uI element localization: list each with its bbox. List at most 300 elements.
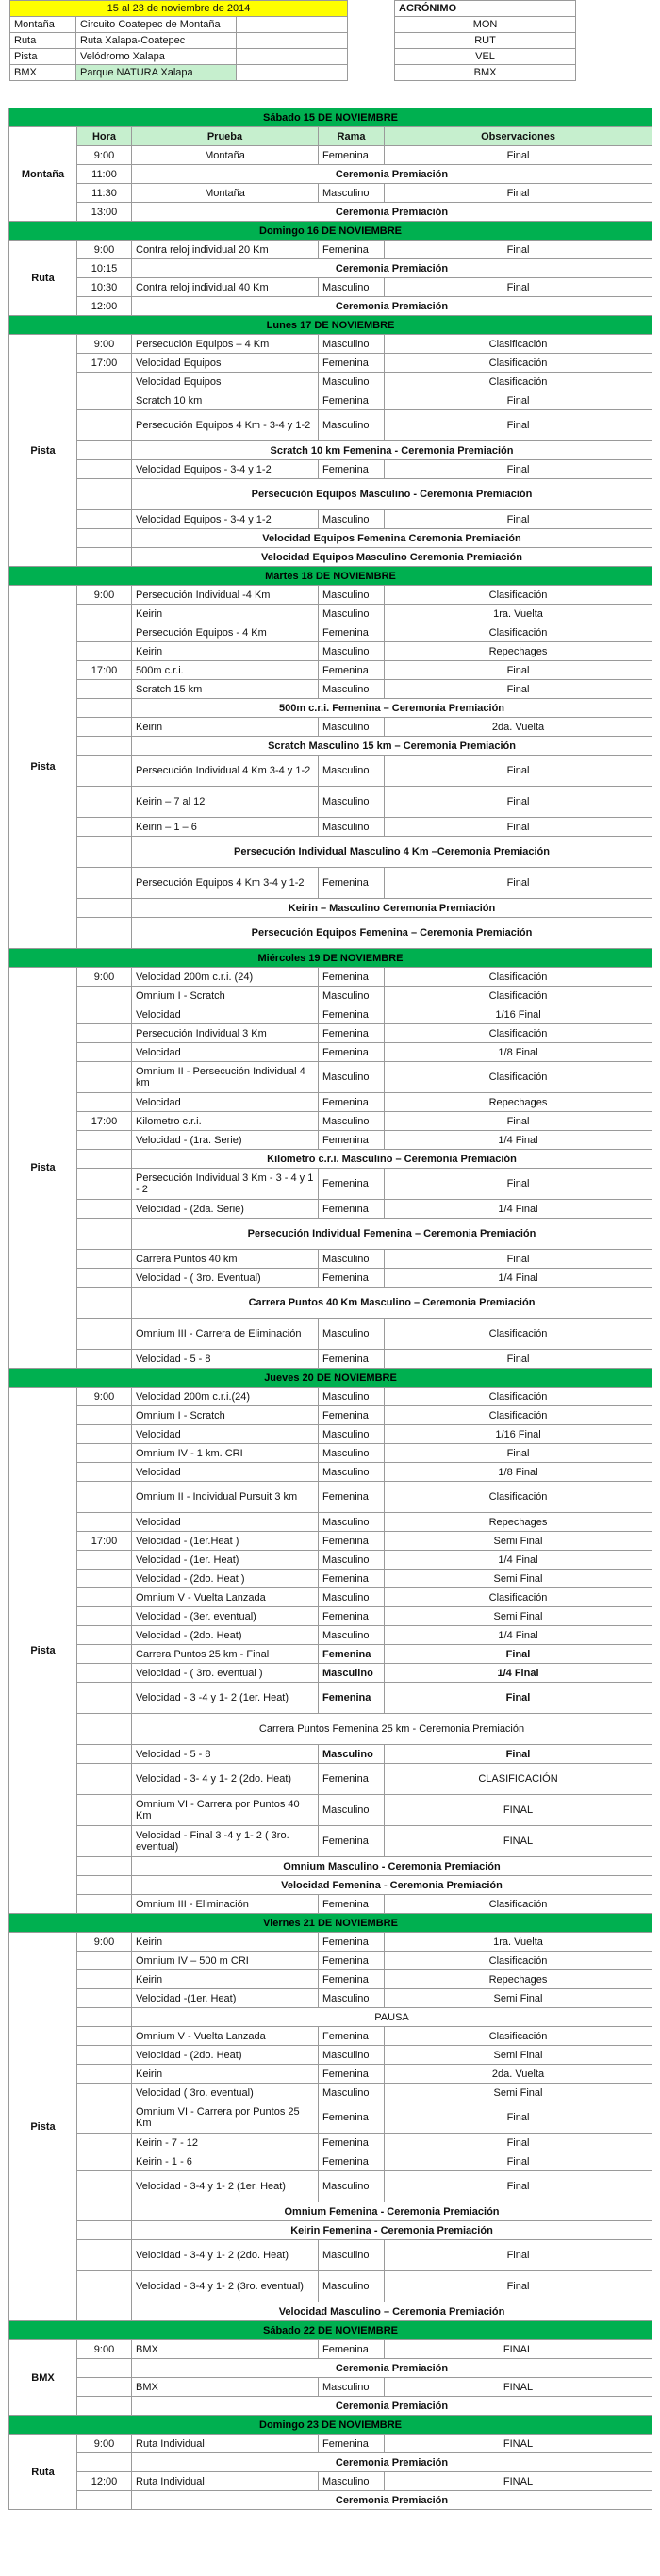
category-cell: Masculino (319, 605, 385, 623)
event-name: Carrera Puntos 25 km - Final (132, 1645, 319, 1664)
category-cell: Masculino (319, 1588, 385, 1607)
day-header-row (9, 222, 652, 241)
day-header-row (9, 1914, 652, 1933)
event-row (9, 1989, 652, 2008)
observation-cell: FINAL (385, 2340, 652, 2359)
observation-cell: FINAL (385, 1826, 652, 1857)
ceremony-cell: Persecución Equipos Femenina – Ceremonia Premiación (132, 918, 652, 949)
observation-cell: Clasificación (385, 623, 652, 642)
time-cell (77, 1989, 132, 2008)
time-cell (77, 1062, 132, 1093)
event-name: Omnium IV - 1 km. CRI (132, 1444, 319, 1463)
event-name: Velocidad Equipos (132, 373, 319, 391)
event-name: Velocidad - (1ra. Serie) (132, 1131, 319, 1150)
event-name: Ruta Individual (132, 2435, 319, 2453)
ceremony-cell: Persecución Individual Femenina – Ceremonia Premiación (132, 1219, 652, 1250)
event-name: Omnium III - Carrera de Eliminación (132, 1319, 319, 1350)
event-name: Montaña (132, 146, 319, 165)
day-header-row (9, 316, 652, 335)
ceremony-row (9, 1876, 652, 1895)
observation-cell: Final (385, 2152, 652, 2171)
discipline-label: BMX (9, 2340, 77, 2416)
time-cell (77, 1664, 132, 1683)
ceremony-cell: Persecución Individual Masculino 4 Km –Ceremonia Premiación (132, 837, 652, 868)
category-cell: Masculino (319, 1062, 385, 1093)
time-cell (77, 2271, 132, 2302)
venue-acronym: RUT (395, 33, 576, 49)
event-name: Keirin (132, 1933, 319, 1952)
ceremony-row (9, 548, 652, 567)
observation-cell: Final (385, 241, 652, 259)
time-cell (77, 441, 132, 460)
ceremony-cell: Scratch 10 km Femenina - Ceremonia Premiación (132, 441, 652, 460)
observation-cell: Clasificación (385, 968, 652, 987)
time-cell (77, 1857, 132, 1876)
event-row (9, 1112, 652, 1131)
time-cell (77, 737, 132, 756)
category-cell: Femenina (319, 623, 385, 642)
time-cell (77, 718, 132, 737)
observation-cell: Final (385, 1112, 652, 1131)
discipline-label: Pista (9, 968, 77, 1369)
time-cell (77, 2027, 132, 2046)
ceremony-row (9, 203, 652, 222)
observation-cell: 1/4 Final (385, 1551, 652, 1570)
event-row (9, 987, 652, 1005)
column-header-row (9, 127, 652, 146)
event-row (9, 2134, 652, 2152)
observation-cell: Final (385, 1169, 652, 1200)
observation-cell: Final (385, 1444, 652, 1463)
time-cell: 11:30 (77, 184, 132, 203)
category-cell: Femenina (319, 1131, 385, 1150)
venue-table (9, 0, 576, 81)
event-name: Omnium II - Persecución Individual 4 km (132, 1062, 319, 1093)
ceremony-row (9, 1150, 652, 1169)
observation-cell: 1/8 Final (385, 1043, 652, 1062)
observation-cell: Semi Final (385, 1989, 652, 2008)
category-cell: Masculino (319, 756, 385, 787)
category-cell: Femenina (319, 1200, 385, 1219)
time-cell (77, 868, 132, 899)
observation-cell: 1/8 Final (385, 1463, 652, 1482)
observation-cell: CLASIFICACIÓN (385, 1764, 652, 1795)
observation-cell: Clasificación (385, 1024, 652, 1043)
event-name: Persecución Equipos – 4 Km (132, 335, 319, 354)
ceremony-cell: Omnium Masculino - Ceremonia Premiación (132, 1857, 652, 1876)
discipline-label: Pista (9, 335, 77, 567)
time-cell (77, 623, 132, 642)
ceremony-row (9, 1857, 652, 1876)
venue-row (10, 49, 576, 65)
event-row (9, 2435, 652, 2453)
observation-cell: Clasificación (385, 2027, 652, 2046)
event-name: Omnium VI - Carrera por Puntos 40 Km (132, 1795, 319, 1826)
event-name: Velocidad - 5 - 8 (132, 1350, 319, 1369)
time-cell (77, 1463, 132, 1482)
event-row (9, 1319, 652, 1350)
event-name: Keirin (132, 605, 319, 623)
event-name: Velocidad - ( 3ro. eventual ) (132, 1664, 319, 1683)
time-cell (77, 2171, 132, 2202)
observation-cell: 1ra. Vuelta (385, 605, 652, 623)
observation-cell: Semi Final (385, 1607, 652, 1626)
event-row (9, 2046, 652, 2065)
observation-cell: Clasificación (385, 1388, 652, 1406)
event-name: Velocidad -(1er. Heat) (132, 1989, 319, 2008)
ceremony-row (9, 2008, 652, 2027)
event-row (9, 1269, 652, 1288)
column-header-prueba: Prueba (132, 127, 319, 146)
category-cell: Masculino (319, 2084, 385, 2102)
category-cell: Masculino (319, 2271, 385, 2302)
venue-name: Velódromo Xalapa (76, 49, 237, 65)
category-cell: Femenina (319, 1482, 385, 1513)
category-cell: Femenina (319, 241, 385, 259)
venue-name: Parque NATURA Xalapa (76, 65, 237, 81)
event-name: Keirin – 1 – 6 (132, 818, 319, 837)
event-row (9, 2171, 652, 2202)
event-name: Velocidad (132, 1043, 319, 1062)
category-cell: Masculino (319, 1989, 385, 2008)
category-cell: Femenina (319, 1933, 385, 1952)
event-row (9, 1607, 652, 1626)
observation-cell: Final (385, 1250, 652, 1269)
event-row (9, 1795, 652, 1826)
category-cell: Femenina (319, 1532, 385, 1551)
category-cell: Femenina (319, 146, 385, 165)
observation-cell: Final (385, 184, 652, 203)
event-row (9, 586, 652, 605)
event-name: Velocidad - 3-4 y 1- 2 (1er. Heat) (132, 2171, 319, 2202)
time-cell (77, 1626, 132, 1645)
time-cell (77, 1714, 132, 1745)
category-cell: Masculino (319, 2472, 385, 2491)
event-row (9, 1131, 652, 1150)
ceremony-row (9, 918, 652, 949)
ceremony-row (9, 899, 652, 918)
event-row (9, 2152, 652, 2171)
category-cell: Masculino (319, 1425, 385, 1444)
event-row (9, 718, 652, 737)
category-cell: Masculino (319, 410, 385, 441)
time-cell: 9:00 (77, 2340, 132, 2359)
category-cell: Femenina (319, 1970, 385, 1989)
time-cell: 10:15 (77, 259, 132, 278)
day-title: Viernes 21 DE NOVIEMBRE (9, 1914, 652, 1933)
event-name: Omnium V - Vuelta Lanzada (132, 1588, 319, 1607)
event-name: Velocidad - 3-4 y 1- 2 (2do. Heat) (132, 2240, 319, 2271)
time-cell (77, 1764, 132, 1795)
category-cell: Femenina (319, 1269, 385, 1288)
category-cell: Masculino (319, 718, 385, 737)
event-name: Omnium VI - Carrera por Puntos 25 Km (132, 2102, 319, 2134)
event-row (9, 391, 652, 410)
event-row (9, 623, 652, 642)
ceremony-row (9, 2221, 652, 2240)
event-name: Velocidad (132, 1425, 319, 1444)
time-cell (77, 2152, 132, 2171)
time-cell (77, 837, 132, 868)
event-name: Keirin (132, 2065, 319, 2084)
time-cell (77, 479, 132, 510)
time-cell: 9:00 (77, 586, 132, 605)
observation-cell: Semi Final (385, 1532, 652, 1551)
event-row (9, 2065, 652, 2084)
observation-cell: Final (385, 868, 652, 899)
discipline-label: Pista (9, 586, 77, 949)
event-name: Velocidad - 3-4 y 1- 2 (3ro. eventual) (132, 2271, 319, 2302)
observation-cell: 1/16 Final (385, 1425, 652, 1444)
venue-row (10, 17, 576, 33)
event-row (9, 2340, 652, 2359)
event-row (9, 1933, 652, 1952)
day-title: Martes 18 DE NOVIEMBRE (9, 567, 652, 586)
category-cell: Femenina (319, 1350, 385, 1369)
event-name: Keirin – 7 al 12 (132, 787, 319, 818)
event-name: Velocidad Equipos - 3-4 y 1-2 (132, 510, 319, 529)
time-cell (77, 510, 132, 529)
event-name: Omnium II - Individual Pursuit 3 km (132, 1482, 319, 1513)
time-cell (77, 1043, 132, 1062)
ceremony-row (9, 2302, 652, 2321)
ceremony-cell: Ceremonia Premiación (132, 259, 652, 278)
time-cell (77, 2491, 132, 2510)
venue-discipline: Pista (10, 49, 76, 65)
time-cell (77, 1150, 132, 1169)
time-cell (77, 787, 132, 818)
category-cell: Masculino (319, 818, 385, 837)
venue-discipline: Montaña (10, 17, 76, 33)
observation-cell: FINAL (385, 2435, 652, 2453)
event-name: Keirin - 1 - 6 (132, 2152, 319, 2171)
event-name: Velocidad Equipos (132, 354, 319, 373)
category-cell: Femenina (319, 868, 385, 899)
time-cell: 17:00 (77, 354, 132, 373)
event-name: Velocidad - (1er. Heat) (132, 1551, 319, 1570)
ceremony-cell: Ceremonia Premiación (132, 203, 652, 222)
event-row (9, 1425, 652, 1444)
event-row (9, 1683, 652, 1714)
category-cell: Masculino (319, 1250, 385, 1269)
time-cell (77, 391, 132, 410)
time-cell (77, 1250, 132, 1269)
ceremony-row (9, 1714, 652, 1745)
category-cell: Masculino (319, 1444, 385, 1463)
time-cell (77, 1005, 132, 1024)
event-row (9, 1169, 652, 1200)
event-row (9, 2084, 652, 2102)
event-row (9, 1200, 652, 1219)
event-name: Keirin (132, 1970, 319, 1989)
event-row (9, 1970, 652, 1989)
time-cell (77, 2102, 132, 2134)
ceremony-cell: Keirin – Masculino Ceremonia Premiación (132, 899, 652, 918)
venue-acronym: BMX (395, 65, 576, 81)
event-row (9, 1764, 652, 1795)
event-name: Velocidad - 3 -4 y 1- 2 (1er. Heat) (132, 1683, 319, 1714)
ceremony-cell: Keirin Femenina - Ceremonia Premiación (132, 2221, 652, 2240)
observation-cell: Final (385, 278, 652, 297)
day-header-row (9, 1369, 652, 1388)
observation-cell: Final (385, 2240, 652, 2271)
event-name: Kilometro c.r.i. (132, 1112, 319, 1131)
category-cell: Femenina (319, 2134, 385, 2152)
event-name: Velocidad ( 3ro. eventual) (132, 2084, 319, 2102)
observation-cell: Final (385, 818, 652, 837)
ceremony-cell: Scratch Masculino 15 km – Ceremonia Premiación (132, 737, 652, 756)
time-cell (77, 1444, 132, 1463)
ceremony-cell: Kilometro c.r.i. Masculino – Ceremonia Premiación (132, 1150, 652, 1169)
day-title: Domingo 23 DE NOVIEMBRE (9, 2416, 652, 2435)
event-name: Keirin - 7 - 12 (132, 2134, 319, 2152)
event-name: Ruta Individual (132, 2472, 319, 2491)
event-row (9, 1250, 652, 1269)
event-row (9, 1062, 652, 1093)
event-row (9, 184, 652, 203)
ceremony-cell: Ceremonia Premiación (132, 165, 652, 184)
event-name: BMX (132, 2378, 319, 2397)
ceremony-cell: Persecución Equipos Masculino - Ceremonia Premiación (132, 479, 652, 510)
event-row (9, 2102, 652, 2134)
ceremony-row (9, 1288, 652, 1319)
event-row (9, 1463, 652, 1482)
event-row (9, 373, 652, 391)
observation-cell: Final (385, 391, 652, 410)
event-row (9, 1005, 652, 1024)
title-row (10, 1, 576, 17)
category-cell: Masculino (319, 586, 385, 605)
event-name: Persecución Individual -4 Km (132, 586, 319, 605)
category-cell: Femenina (319, 1764, 385, 1795)
event-row (9, 1952, 652, 1970)
event-name: Velocidad - (2da. Serie) (132, 1200, 319, 1219)
event-name: Velocidad 200m c.r.i.(24) (132, 1388, 319, 1406)
time-cell (77, 548, 132, 567)
event-row (9, 2240, 652, 2271)
ceremony-row (9, 529, 652, 548)
event-name: Persecución Individual 4 Km 3-4 y 1-2 (132, 756, 319, 787)
event-row (9, 1745, 652, 1764)
category-cell: Masculino (319, 2171, 385, 2202)
event-row (9, 605, 652, 623)
category-cell: Femenina (319, 1826, 385, 1857)
event-row (9, 2027, 652, 2046)
time-cell (77, 1645, 132, 1664)
time-cell (77, 1482, 132, 1513)
time-cell (77, 818, 132, 837)
category-cell: Femenina (319, 354, 385, 373)
time-cell: 9:00 (77, 968, 132, 987)
time-cell (77, 1607, 132, 1626)
observation-cell: Final (385, 2102, 652, 2134)
observation-cell: 1ra. Vuelta (385, 1933, 652, 1952)
event-name: Omnium I - Scratch (132, 1406, 319, 1425)
observation-cell: Final (385, 1350, 652, 1369)
discipline-label: Pista (9, 1933, 77, 2321)
time-cell (77, 2084, 132, 2102)
ceremony-cell: Ceremonia Premiación (132, 2453, 652, 2472)
category-cell: Masculino (319, 1112, 385, 1131)
observation-cell: Final (385, 2271, 652, 2302)
event-name: Velocidad - (1er.Heat ) (132, 1532, 319, 1551)
event-row (9, 335, 652, 354)
ceremony-cell: Velocidad Masculino – Ceremonia Premiación (132, 2302, 652, 2321)
ceremony-row (9, 837, 652, 868)
event-name: Omnium IV – 500 m CRI (132, 1952, 319, 1970)
time-cell (77, 2221, 132, 2240)
event-name: Velocidad - (2do. Heat) (132, 2046, 319, 2065)
time-cell (77, 1169, 132, 1200)
event-name: 500m c.r.i. (132, 661, 319, 680)
event-row (9, 1664, 652, 1683)
time-cell (77, 1200, 132, 1219)
event-row (9, 278, 652, 297)
time-cell (77, 2202, 132, 2221)
event-row (9, 868, 652, 899)
observation-cell: FINAL (385, 2378, 652, 2397)
ceremony-cell: Velocidad Equipos Masculino Ceremonia Premiación (132, 548, 652, 567)
day-title: Jueves 20 DE NOVIEMBRE (9, 1369, 652, 1388)
observation-cell: Final (385, 661, 652, 680)
category-cell: Masculino (319, 510, 385, 529)
observation-cell: Repechages (385, 642, 652, 661)
category-cell: Masculino (319, 787, 385, 818)
time-cell (77, 460, 132, 479)
category-cell: Femenina (319, 2102, 385, 2134)
ceremony-cell: Ceremonia Premiación (132, 2397, 652, 2416)
category-cell: Masculino (319, 1551, 385, 1570)
observation-cell: FINAL (385, 1795, 652, 1826)
category-cell: Masculino (319, 1319, 385, 1350)
event-name: Velocidad 200m c.r.i. (24) (132, 968, 319, 987)
category-cell: Masculino (319, 373, 385, 391)
time-cell (77, 605, 132, 623)
time-cell (77, 1131, 132, 1150)
time-cell: 12:00 (77, 297, 132, 316)
observation-cell: Final (385, 2171, 652, 2202)
event-row (9, 2472, 652, 2491)
day-title: Lunes 17 DE NOVIEMBRE (9, 316, 652, 335)
category-cell: Femenina (319, 2152, 385, 2171)
time-cell (77, 756, 132, 787)
observation-cell: Clasificación (385, 354, 652, 373)
category-cell: Femenina (319, 1024, 385, 1043)
event-name: Persecución Individual 3 Km (132, 1024, 319, 1043)
observation-cell: Final (385, 146, 652, 165)
venue-discipline: BMX (10, 65, 76, 81)
event-row (9, 2271, 652, 2302)
event-name: Persecución Equipos - 4 Km (132, 623, 319, 642)
event-name: BMX (132, 2340, 319, 2359)
event-row (9, 241, 652, 259)
observation-cell: Repechages (385, 1093, 652, 1112)
observation-cell: 1/4 Final (385, 1626, 652, 1645)
ceremony-cell: Ceremonia Premiación (132, 297, 652, 316)
ceremony-cell: Omnium Femenina - Ceremonia Premiación (132, 2202, 652, 2221)
time-cell (77, 2240, 132, 2271)
time-cell (77, 1826, 132, 1857)
category-cell: Masculino (319, 1463, 385, 1482)
observation-cell: Clasificación (385, 987, 652, 1005)
event-name: Montaña (132, 184, 319, 203)
ceremony-row (9, 1219, 652, 1250)
day-header-row (9, 2321, 652, 2340)
time-cell: 9:00 (77, 241, 132, 259)
category-cell: Masculino (319, 2240, 385, 2271)
day-title: Domingo 16 DE NOVIEMBRE (9, 222, 652, 241)
category-cell: Masculino (319, 1388, 385, 1406)
